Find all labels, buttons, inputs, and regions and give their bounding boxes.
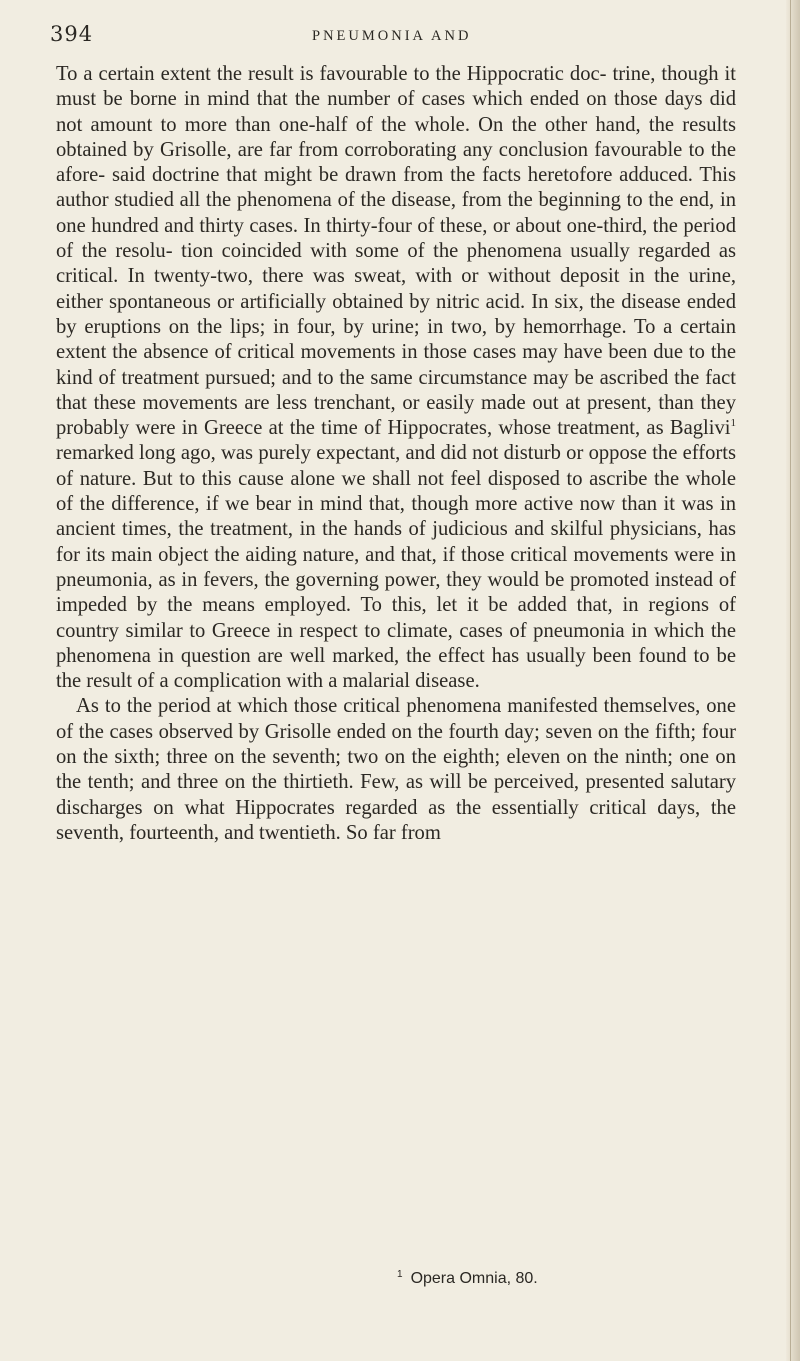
footnote-text: Opera Omnia, 80. [410,1270,538,1287]
page-edge [786,0,800,1361]
page-header [50,22,750,52]
footnote-marker: 1 [397,1268,403,1280]
paragraph-2: As to the period at which those critical phenomena manifested themselves, one of the cases observed by Grisolle ended on the fourth day; seven on the fifth; four on the sixth; three on the seventh; two on the eighth; eleven on the ninth; one on the tenth; and three on the thirtieth. Few, as will be perceived, presented salutary discharges on what Hippocrates regarded as the essentially critical days, the seventh, fourteenth, and twentieth. So far from [56,695,736,844]
paragraph-1 [56,62,736,694]
page-number: 394 [50,22,94,46]
body-text [56,62,736,846]
paragraph-1-text-b: remarked long ago, was purely expectant, and did not disturb or oppose the efforts of nature. But to this cause alone we shall not feel disposed to ascribe the whole of the difference, if we bear in mind that, though more active now than it was in ancient times, the treatment, in the hands of judicious and skilful physicians, has for its main object the aiding nature, and that, if those critical movements were in pneumonia, as in fevers, the governing power, they would be promoted instead of impeded by the means employed. To this, let it be added that, in regions of country similar to Greece in respect to climate, cases of pneumonia in which the phenomena in question are well marked, the effect has usually been found to be the result of a complication with a malarial disease. [56,442,736,693]
running-head: PNEUMONIA AND [312,28,472,44]
page-edge-line [790,0,791,1361]
footnote-reference: 1 [730,417,736,430]
paragraph-1-text-a: To a certain extent the result is favourable to the Hippocratic doc- trine, though it must be borne in mind that the number of cases which ended on those days did not amount to more than one-half of the whole. On the other hand, the results obtained by Grisolle, are far from corroborating any conclusion favourable to the afore- said doctrine that might be drawn from the facts heretofore adduced. This author studied all the phenomena of the disease, from the beginning to the end, in one hundred and thirty cases. In thirty-four of these, or about one-third, the period of the resolu- tion coincided with some of the phenomena usually regarded as critical. In twenty-two, there was sweat, with or without deposit in the urine, either spontaneous or artificially obtained by nitric acid. In six, the disease ended by eruptions on the lips; in four, by urine; in two, by hemorrhage. To a certain extent the absence of critical movements in those cases may have been due to the kind of treatment pursued; and to the same circumstance may be ascribed the fact that these movements are less trenchant, or easily made out at present, than they probably were in Greece at the time of Hippocrates, whose treatment, as Baglivi [56,63,736,440]
footnote [397,1270,538,1288]
